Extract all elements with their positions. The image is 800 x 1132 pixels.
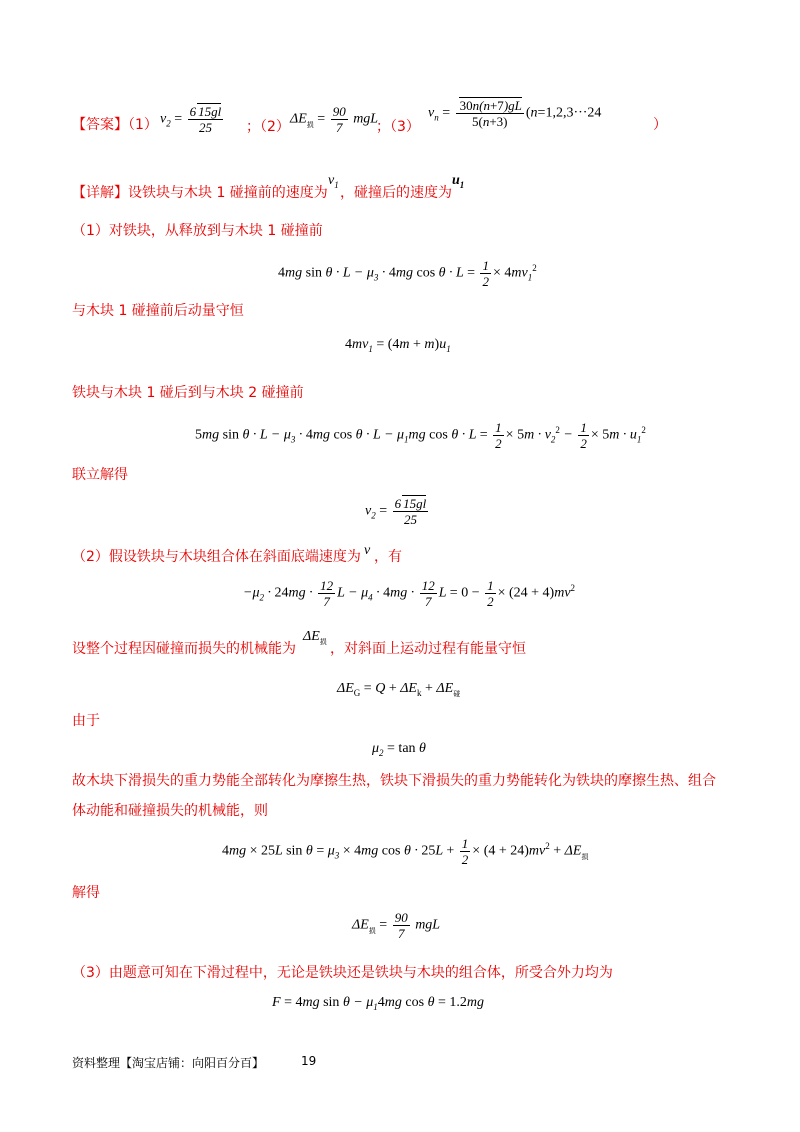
answer-eq-3: $v_n$ = $\frac{30n(n+7)gL}{5(n+3)}$ (n=1,2,3···24: [428, 98, 602, 129]
section-1-heading: （1）对铁块，从释放到与木块 1 碰撞前: [72, 223, 323, 239]
symbol-u1: $u_1$: [452, 173, 465, 190]
since-text: 由于: [72, 713, 100, 729]
answer-end: ）: [653, 117, 667, 133]
explanation-line-2: 体动能和碰撞损失的机械能，则: [72, 803, 268, 819]
energy-conservation-text: ，对斜面上运动过程有能量守恒: [330, 641, 526, 657]
equation-9: $\Delta E_损$ = $\frac{90}{7}$ mgL: [352, 910, 441, 941]
detail-label: 【详解】: [72, 185, 128, 201]
answer-eq-2: $\Delta E_损$ = $\frac{90}{7}$ mgL: [290, 104, 379, 135]
footer-source: 资料整理【淘宝店铺：向阳百分百】: [72, 1056, 265, 1070]
equation-6: $\Delta E_G = Q + \Delta E_k + \Delta E_碰$: [337, 681, 461, 698]
equation-1: 4mg $\sin \theta \cdot L - \mu_3 \cdot 4mg$ cos θ · L = $\frac{1}{2}$ × $4mv_1^2$: [278, 258, 537, 289]
answer-part3: ；（3）: [376, 119, 420, 135]
explanation-line-1: 故木块下滑损失的重力势能全部转化为摩擦生热，铁块下滑损失的重力势能转化为铁块的摩擦生热、组合: [72, 773, 716, 789]
energy-loss-text: 设整个过程因碰撞而损失的机械能为: [72, 641, 296, 657]
equation-5: $-\mu_2 \cdot 24mg$ · $\frac{12}{7}$ $L - \mu_4 \cdot 4mg$ · $\frac{12}{7}$ L = 0 − $\frac{1}{2}$ × $(24 + 4)mv^2$: [243, 578, 576, 609]
answer-part2: ；（2）: [246, 119, 290, 135]
answer-part1: （1）: [128, 117, 158, 133]
equation-2: $4mv_1 = (4m + m)u_1$: [345, 337, 451, 354]
equation-10: F = 4mg $\sin \theta - \mu_14mg$ cos θ = 1.2mg: [272, 995, 485, 1012]
solve-heading: 联立解得: [72, 467, 128, 483]
equation-8: 4mg × 25L $\sin \theta = \mu_3 \times 4mg$ cos θ · 25L + $\frac{1}{2}$ × $(4 + 24)mv^2 + \Delta E_损$: [222, 836, 589, 867]
detail-intro-b: ，碰撞后的速度为: [340, 185, 452, 201]
section-3-heading: （3）由题意可知在下滑过程中，无论是铁块还是铁块与木块的组合体，所受合外力均为: [72, 965, 613, 981]
symbol-v: v: [364, 543, 371, 558]
section-2-tail: ，有: [374, 549, 402, 565]
symbol-deltaE-loss: $\Delta E_损$: [303, 629, 327, 646]
momentum-heading: 与木块 1 碰撞前后动量守恒: [72, 303, 244, 319]
page-number: 19: [301, 1054, 317, 1068]
answer-line: [72, 116, 158, 134]
symbol-v1: $v_1$: [328, 173, 339, 190]
collision-heading: 铁块与木块 1 碰后到与木块 2 碰撞前: [72, 385, 304, 401]
equation-7: $\mu_2 = \tan \theta$: [372, 741, 426, 758]
equation-3: 5mg $\sin \theta \cdot L - \mu_3 \cdot 4mg$ $\cos \theta \cdot L - \mu_1mg$ cos θ · L = $\frac{1}{2}$ × $5m \cdot v_2^2$ − $\frac{1}{2}$ × $5m \cdot u_1^2$: [195, 420, 646, 451]
answer-eq-1: $v_2$ = $\frac{6 15gl}{25}$: [160, 104, 222, 135]
equation-4: $v_2$ = $\frac{6 15gl}{25}$: [365, 496, 427, 527]
answer-label: 【答案】: [72, 117, 128, 133]
result-heading: 解得: [72, 885, 100, 901]
section-2-heading: （2）假设铁块与木块组合体在斜面底端速度为: [72, 549, 361, 565]
detail-intro: 【详解】设铁块与木块 1 碰撞前的速度为: [72, 185, 328, 201]
